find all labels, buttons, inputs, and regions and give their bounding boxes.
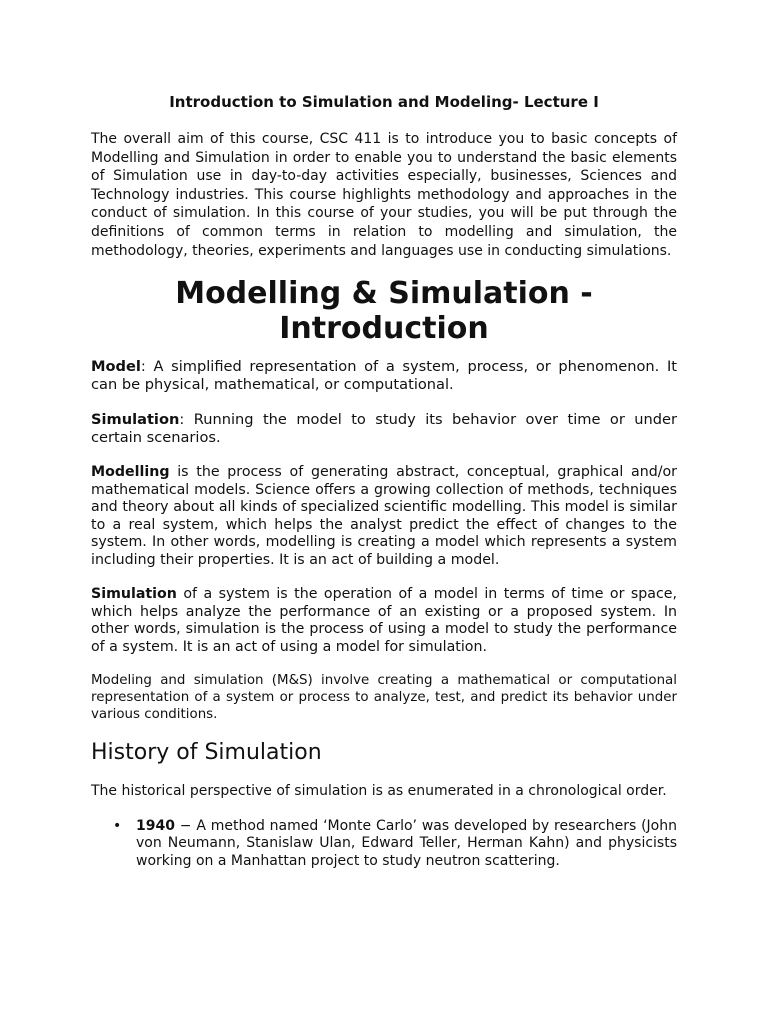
simulation-para-term: Simulation	[91, 586, 177, 603]
list-item	[91, 818, 677, 871]
simulation-paragraph	[91, 586, 677, 656]
model-definition-text: : A simplified representation of a system, process, or phenomenon. It can be physical, mathematical, or computational.	[91, 358, 677, 394]
simulation-definition	[91, 411, 677, 447]
history-intro: The historical perspective of simulation is as enumerated in a chronological order.	[91, 783, 667, 800]
intro-paragraph: The overall aim of this course, CSC 411 is to introduce you to basic concepts of Modelling and Simulation in order to enable you to understand the basic elements of Simulation use in day-to-day activities especially, businesses, Sciences and Technology industries. This course highlights methodology and approaches in the conduct of simulation. In this course of your studies, you will be put through the definitions of common terms in relation to modelling and simulation, the methodology, theories, experiments and languages use in conducting simulations.	[91, 131, 677, 259]
modelling-paragraph-text: is the process of generating abstract, conceptual, graphical and/or mathematical models. Science offers a growing collection of methods, techniques and theory about all kinds of specialized scientific modelling. This model is similar to a real system, which helps the analyst predict the effect of changes to the system. In other words, modelling is creating a model which represents a system including their properties. It is an act of building a model.	[91, 464, 677, 568]
simulation-definition-text: : Running the model to study its behavior over time or under certain scenarios.	[91, 411, 677, 447]
history-item-text: − A method named ‘Monte Carlo’ was developed by researchers (John von Neumann, Stanislaw Ulan, Edward Teller, Herman Kahn) and physicists working on a Manhattan project to study neutron scattering.	[136, 817, 677, 869]
history-heading: History of Simulation	[91, 740, 322, 766]
document-title: Introduction to Simulation and Modeling- Lecture I	[169, 93, 599, 111]
ms-paragraph: Modeling and simulation (M&S) involve creating a mathematical or computational representation of a system or process to analyze, test, and predict its behavior under various conditions.	[91, 673, 677, 722]
model-term: Model	[91, 358, 141, 376]
simulation-paragraph-text: of a system is the operation of a model in terms of time or space, which helps analyze the performance of an existing or a proposed system. In other words, simulation is the process of using a model to study the performance of a system. It is an act of using a model for simulation.	[91, 586, 677, 655]
model-definition	[91, 358, 677, 394]
history-year: 1940	[136, 817, 175, 834]
document-page	[91, 92, 677, 870]
bullet-icon: •	[113, 817, 122, 834]
modelling-term: Modelling	[91, 464, 170, 481]
modelling-paragraph	[91, 464, 677, 569]
simulation-term: Simulation	[91, 411, 180, 429]
main-heading-line2: Introduction	[279, 311, 489, 347]
main-heading	[91, 276, 677, 346]
history-list	[91, 818, 677, 871]
main-heading-line1: Modelling & Simulation -	[175, 276, 593, 312]
